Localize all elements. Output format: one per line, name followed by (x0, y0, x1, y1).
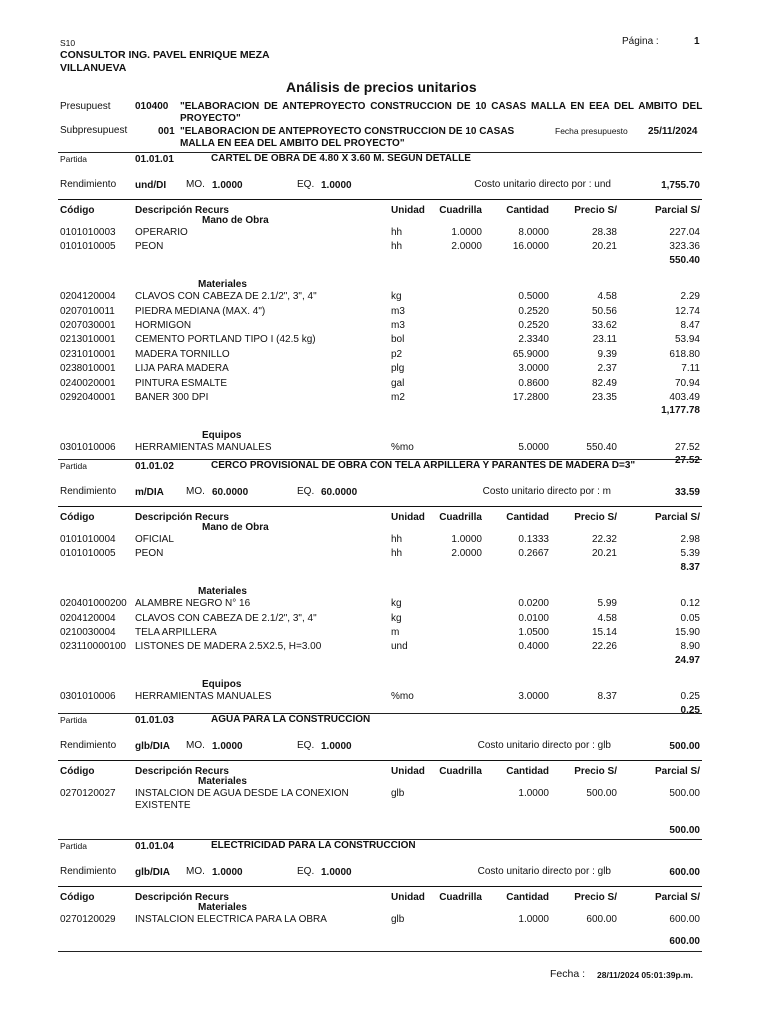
resource-code: 0238010001 (60, 363, 116, 375)
resource-partial: 27.52 (674, 441, 700, 453)
resource-quantity: 0.2520 (518, 320, 549, 332)
resource-price: 33.62 (591, 320, 617, 332)
partida-code: 01.01.04 (135, 841, 174, 852)
presupuesto-desc-line2: PROYECTO" (180, 113, 241, 124)
resource-quantity: 3.0000 (518, 363, 549, 375)
col-cuadrilla: Cuadrilla (439, 205, 482, 216)
resource-partial: 8.47 (680, 320, 700, 332)
resource-unit: kg (391, 612, 402, 624)
group-total-materiales: 1,177.78 (661, 405, 700, 417)
resource-quantity: 0.2520 (518, 305, 549, 317)
resource-code: 0207010011 (60, 305, 115, 317)
resource-description: LIJA PARA MADERA (135, 363, 229, 375)
resource-unit: hh (391, 548, 403, 560)
resource-description: HERRAMIENTAS MANUALES (135, 441, 272, 453)
resource-unit: %mo (391, 691, 414, 703)
eq-value: 1.0000 (321, 867, 352, 878)
resource-partial: 5.39 (680, 548, 700, 560)
resource-price: 23.35 (591, 392, 617, 404)
resource-code: 0240020001 (60, 377, 116, 389)
resource-description: OFICIAL (135, 534, 174, 545)
resource-price: 20.21 (591, 241, 617, 253)
resource-description: CLAVOS CON CABEZA DE 2.1/2", 3", 4" (135, 612, 317, 624)
resource-unit: m2 (391, 392, 405, 404)
resource-unit: glb (391, 788, 405, 799)
resource-quantity: 2.3340 (518, 334, 549, 346)
eq-label: EQ. (297, 179, 315, 190)
mo-label: MO. (186, 740, 205, 751)
resource-quantity: 0.2667 (518, 548, 549, 560)
mo-value: 1.0000 (212, 741, 243, 752)
table-header-rule (58, 506, 702, 507)
eq-label: EQ. (297, 740, 315, 751)
resource-price: 50.56 (591, 305, 617, 317)
resource-description: TELA ARPILLERA (135, 627, 217, 639)
company-name-line2: VILLANUEVA (60, 62, 127, 74)
resource-unit: hh (391, 241, 403, 253)
col-parcial: Parcial S/ (654, 766, 700, 777)
rendimiento-label: Rendimiento (60, 866, 117, 877)
col-unidad: Unidad (391, 892, 425, 903)
resource-partial: 403.49 (669, 392, 700, 404)
mo-label: MO. (186, 486, 205, 497)
mo-value: 1.0000 (212, 180, 243, 191)
resource-partial: 500.00 (669, 788, 700, 799)
eq-value: 1.0000 (321, 180, 352, 191)
resource-unit: glb (391, 914, 405, 925)
costo-unitario-value: 1,755.70 (661, 180, 700, 191)
col-precio: Precio S/ (574, 892, 617, 903)
partida-label: Partida (60, 154, 87, 164)
resource-description: OPERARIO (135, 227, 188, 238)
group-total-materiales: 600.00 (669, 936, 700, 948)
partida-code: 01.01.01 (135, 154, 174, 165)
resource-quantity: 0.8600 (518, 377, 549, 389)
col-parcial: Parcial S/ (654, 205, 700, 216)
resource-price: 28.38 (591, 227, 617, 238)
resource-code: 0301010006 (60, 441, 116, 453)
col-unidad: Unidad (391, 205, 425, 216)
resource-quantity: 17.2800 (512, 392, 549, 404)
col-unidad: Unidad (391, 512, 425, 523)
partida-title: CARTEL DE OBRA DE 4.80 X 3.60 M. SEGUN DETALLE (211, 153, 471, 164)
resource-quantity: 1.0500 (518, 627, 549, 639)
resource-code: 0213010001 (60, 334, 116, 346)
rendimiento-unit: und/DI (135, 180, 167, 191)
col-parcial: Parcial S/ (654, 512, 700, 523)
resource-cuadrilla: 1.0000 (451, 534, 482, 545)
resource-unit: m3 (391, 320, 405, 332)
resource-code: 0101010004 (60, 534, 116, 545)
group-total-materiales: 500.00 (669, 824, 700, 836)
partida-label: Partida (60, 841, 87, 851)
resource-unit: kg (391, 291, 402, 303)
resource-unit: m (391, 627, 400, 639)
rendimiento-unit: m/DIA (135, 487, 164, 498)
table-header-rule (58, 199, 702, 200)
resource-code: 0101010005 (60, 241, 116, 253)
resource-quantity: 8.0000 (518, 227, 549, 238)
col-cantidad: Cantidad (506, 766, 549, 777)
resource-code: 0270120027 (60, 788, 116, 799)
resource-code: 0231010001 (60, 348, 116, 360)
resource-partial: 2.98 (680, 534, 700, 545)
company-name-line1: CONSULTOR ING. PAVEL ENRIQUE MEZA (60, 49, 270, 61)
resource-quantity: 0.1333 (518, 534, 549, 545)
resource-unit: gal (391, 377, 405, 389)
resource-code: 0204120004 (60, 291, 116, 303)
group-total-mano-de-obra: 550.40 (669, 254, 700, 266)
col-descripcion: Descripción Recurs (135, 512, 229, 523)
group-materiales: Materiales (198, 279, 247, 291)
col-unidad: Unidad (391, 766, 425, 777)
col-codigo: Código (60, 892, 95, 903)
resource-description-cont: EXISTENTE (135, 800, 191, 811)
rendimiento-label: Rendimiento (60, 740, 117, 751)
resource-price: 550.40 (586, 441, 617, 453)
partida-code: 01.01.02 (135, 461, 174, 472)
resource-price: 15.14 (591, 627, 617, 639)
resource-cuadrilla: 2.0000 (451, 548, 482, 560)
presupuesto-label: Presupuest (60, 101, 111, 112)
resource-quantity: 65.9000 (512, 348, 549, 360)
partida-title: AGUA PARA LA CONSTRUCCION (211, 714, 371, 725)
rendimiento-label: Rendimiento (60, 486, 117, 497)
resource-partial: 70.94 (674, 377, 700, 389)
col-codigo: Código (60, 205, 95, 216)
resource-partial: 600.00 (669, 914, 700, 925)
group-materiales: Materiales (198, 776, 247, 787)
presupuesto-code: 010400 (135, 101, 169, 112)
group-mano-de-obra: Mano de Obra (202, 522, 269, 533)
resource-price: 20.21 (591, 548, 617, 560)
eq-value: 1.0000 (321, 741, 352, 752)
resource-quantity: 3.0000 (518, 691, 549, 703)
resource-partial: 0.25 (680, 691, 700, 703)
group-total-equipos: 0.25 (680, 704, 700, 716)
resource-partial: 2.29 (680, 291, 700, 303)
resource-cuadrilla: 1.0000 (451, 227, 482, 238)
page-number: 1 (694, 36, 700, 47)
col-descripcion: Descripción Recurs (135, 766, 229, 777)
resource-code: 0101010005 (60, 548, 116, 560)
page-bottom-rule (58, 951, 702, 952)
resource-unit: hh (391, 534, 403, 545)
subpresupuesto-label: Subpresupuest (60, 125, 128, 136)
fecha-presupuesto-value: 25/11/2024 (648, 126, 698, 137)
resource-code: 0301010006 (60, 691, 116, 703)
group-mano-de-obra: Mano de Obra (202, 215, 269, 226)
resource-unit: %mo (391, 441, 414, 453)
presupuesto-desc-line1: "ELABORACION DE ANTEPROYECTO CONSTRUCCION DE 10 CASAS MALLA EN EEA DEL AMBITO DEL (180, 101, 703, 112)
col-codigo: Código (60, 766, 95, 777)
resource-unit: p2 (391, 348, 403, 360)
col-precio: Precio S/ (574, 766, 617, 777)
resource-price: 2.37 (597, 363, 617, 375)
resource-code: 0204120004 (60, 612, 116, 624)
resource-price: 22.26 (591, 641, 617, 653)
resource-unit: m3 (391, 305, 405, 317)
partida-label: Partida (60, 715, 87, 725)
resource-price: 8.37 (597, 691, 617, 703)
col-descripcion: Descripción Recurs (135, 892, 229, 903)
report-code: S10 (60, 38, 76, 48)
resource-code: 0270120029 (60, 914, 116, 925)
resource-price: 4.58 (597, 612, 617, 624)
resource-price: 22.32 (591, 534, 617, 545)
resource-description: CEMENTO PORTLAND TIPO I (42.5 kg) (135, 334, 316, 346)
partida-title: ELECTRICIDAD PARA LA CONSTRUCCION (211, 840, 416, 851)
costo-unitario-label: Costo unitario directo por : glb (477, 866, 611, 877)
partida-label: Partida (60, 461, 87, 471)
resource-quantity: 16.0000 (512, 241, 549, 253)
resource-unit: plg (391, 363, 405, 375)
mo-value: 60.0000 (212, 487, 249, 498)
group-materiales: Materiales (198, 902, 247, 913)
costo-unitario-value: 33.59 (674, 487, 700, 498)
eq-value: 60.0000 (321, 487, 358, 498)
resource-partial: 53.94 (674, 334, 700, 346)
resource-price: 600.00 (586, 914, 617, 925)
subpresupuesto-code: 001 (158, 126, 175, 137)
group-total-materiales: 24.97 (674, 654, 700, 666)
resource-description: PEON (135, 241, 164, 253)
resource-price: 500.00 (586, 788, 617, 799)
resource-partial: 0.05 (680, 612, 700, 624)
col-cantidad: Cantidad (506, 892, 549, 903)
resource-description: HERRAMIENTAS MANUALES (135, 691, 272, 703)
resource-description: PINTURA ESMALTE (135, 377, 228, 389)
resource-code: 0210030004 (60, 627, 116, 639)
resource-description: INSTALCION ELECTRICA PARA LA OBRA (135, 914, 327, 925)
resource-quantity: 1.0000 (518, 914, 549, 925)
resource-partial: 12.74 (674, 305, 700, 317)
costo-unitario-value: 600.00 (669, 867, 700, 878)
subpresupuesto-desc-line2: MALLA EN EEA DEL AMBITO DEL PROYECTO" (180, 138, 405, 149)
resource-code: 020401000200 (60, 598, 127, 610)
resource-price: 82.49 (591, 377, 617, 389)
col-descripcion: Descripción Recurs (135, 205, 229, 216)
eq-label: EQ. (297, 866, 315, 877)
resource-quantity: 0.0200 (518, 598, 549, 610)
resource-unit: kg (391, 598, 402, 610)
resource-quantity: 0.4000 (518, 641, 549, 653)
resource-description: LISTONES DE MADERA 2.5X2.5, H=3.00 (135, 641, 322, 653)
footer-fecha-value: 28/11/2024 05:01:39p.m. (597, 970, 693, 980)
group-materiales: Materiales (198, 586, 247, 598)
eq-label: EQ. (297, 486, 315, 497)
col-parcial: Parcial S/ (654, 892, 700, 903)
resource-price: 9.39 (597, 348, 617, 360)
resource-price: 23.11 (592, 334, 617, 346)
resource-quantity: 1.0000 (518, 788, 549, 799)
costo-unitario-label: Costo unitario directo por : und (474, 179, 611, 190)
costo-unitario-label: Costo unitario directo por : glb (477, 740, 611, 751)
footer-fecha-label: Fecha : (550, 968, 586, 980)
resource-quantity: 0.0100 (518, 612, 549, 624)
rendimiento-label: Rendimiento (60, 179, 117, 190)
group-total-equipos: 27.52 (674, 455, 700, 467)
resource-partial: 15.90 (674, 627, 700, 639)
resource-partial: 8.90 (680, 641, 700, 653)
mo-label: MO. (186, 866, 205, 877)
resource-code: 0292040001 (60, 392, 116, 404)
resource-partial: 323.36 (669, 241, 700, 253)
table-header-rule (58, 760, 702, 761)
resource-quantity: 0.5000 (518, 291, 549, 303)
col-precio: Precio S/ (574, 512, 617, 523)
resource-code: 0207030001 (60, 320, 116, 332)
resource-description: CLAVOS CON CABEZA DE 2.1/2", 3", 4" (135, 291, 317, 303)
mo-value: 1.0000 (212, 867, 243, 878)
costo-unitario-value: 500.00 (669, 741, 700, 752)
resource-description: MADERA TORNILLO (135, 348, 230, 360)
col-cuadrilla: Cuadrilla (439, 892, 482, 903)
subpresupuesto-desc-line1: "ELABORACION DE ANTEPROYECTO CONSTRUCCION DE 10 CASAS (180, 126, 515, 137)
col-precio: Precio S/ (574, 205, 617, 216)
partida-code: 01.01.03 (135, 715, 174, 726)
resource-description: PIEDRA MEDIANA (MAX. 4") (135, 305, 266, 317)
resource-unit: und (391, 641, 408, 653)
resource-unit: bol (391, 334, 405, 346)
costo-unitario-label: Costo unitario directo por : m (482, 486, 611, 497)
resource-partial: 227.04 (669, 227, 700, 238)
resource-cuadrilla: 2.0000 (451, 241, 482, 253)
resource-description: INSTALCION DE AGUA DESDE LA CONEXION (135, 788, 349, 799)
partida-divider (58, 713, 702, 714)
rendimiento-unit: glb/DIA (135, 867, 170, 878)
table-header-rule (58, 886, 702, 887)
fecha-presupuesto-label: Fecha presupuesto (555, 126, 628, 136)
resource-partial: 0.12 (680, 598, 700, 610)
resource-description: ALAMBRE NEGRO N° 16 (135, 598, 251, 610)
resource-code: 0101010003 (60, 227, 116, 238)
resource-description: PEON (135, 548, 164, 560)
mo-label: MO. (186, 179, 205, 190)
resource-code: 023110000100 (60, 641, 126, 653)
page-title: Análisis de precios unitarios (286, 79, 477, 95)
resource-description: BANER 300 DPI (135, 392, 209, 404)
col-cantidad: Cantidad (506, 512, 549, 523)
col-cuadrilla: Cuadrilla (439, 766, 482, 777)
resource-description: HORMIGON (135, 320, 192, 332)
resource-partial: 618.80 (669, 348, 700, 360)
page-label: Página : (622, 36, 659, 47)
group-total-mano-de-obra: 8.37 (680, 561, 700, 573)
resource-price: 4.58 (597, 291, 617, 303)
resource-price: 5.99 (597, 598, 617, 610)
resource-quantity: 5.0000 (518, 441, 549, 453)
group-equipos: Equipos (202, 429, 242, 441)
resource-partial: 7.11 (681, 363, 700, 375)
resource-unit: hh (391, 227, 403, 238)
rendimiento-unit: glb/DIA (135, 741, 170, 752)
col-cantidad: Cantidad (506, 205, 549, 216)
col-cuadrilla: Cuadrilla (439, 512, 482, 523)
col-codigo: Código (60, 512, 95, 523)
partida-title: CERCO PROVISIONAL DE OBRA CON TELA ARPILLERA Y PARANTES DE MADERA D=3" (211, 460, 636, 471)
group-equipos: Equipos (202, 679, 242, 691)
